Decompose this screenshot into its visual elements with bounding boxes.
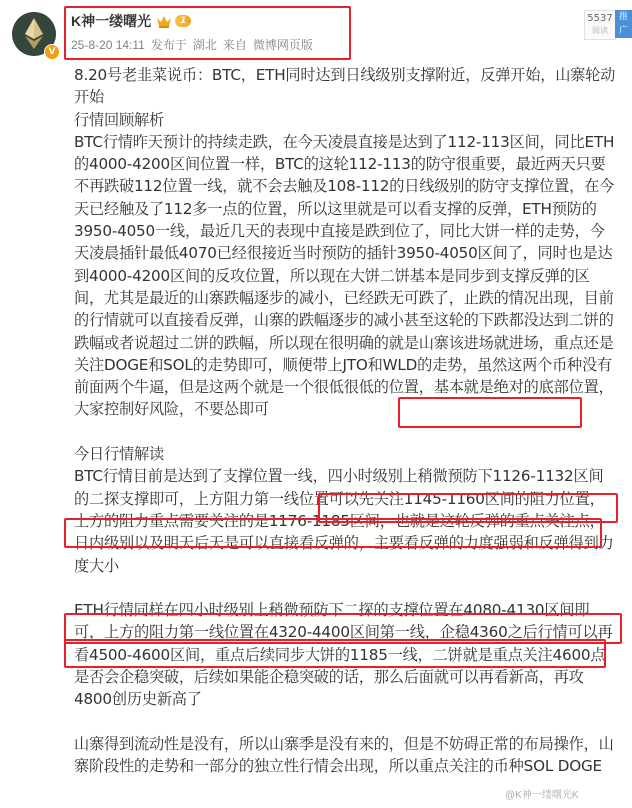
post-source-prefix: 来自	[222, 38, 247, 52]
paragraph-spacer	[74, 421, 618, 443]
crown-icon	[156, 14, 172, 28]
read-count: 5537	[587, 13, 613, 24]
post-meta	[71, 36, 319, 53]
post-paragraph: 山寨得到流动性是没有，所以山寨季是没有来的，但是不妨碍正常的布局操作，山寨阶段性的走势和一部分的独立性行情会出现，所以重点关注的币种SOL DOGE	[74, 734, 614, 776]
post-location: 湖北	[192, 38, 217, 52]
watermark: @K神一缕曙光K	[505, 790, 579, 801]
section-heading: 今日行情解读	[74, 445, 164, 464]
read-label: 阅读	[592, 26, 608, 35]
post-timestamp[interactable]: 25-8-20 14:11	[71, 38, 145, 52]
post-paragraph: BTC行情目前是达到了支撑位置一线，四小时级别上稍微预防下1126-1132区间的二探支撑即可，上方阻力第一线位置可以先关注1145-1160区间的阻力位置，上方的阻力重点需要关注的是1176-1185区间，也就是这轮反弹的重点关注点，日内级别以及明天后天是可以直接看反弹的，主要看反弹的力度强弱和反弹得到力度大小	[74, 467, 614, 575]
author-name[interactable]: K神一缕曙光	[71, 13, 152, 29]
read-count-box	[584, 10, 616, 40]
paragraph-spacer	[74, 577, 618, 599]
post-paragraph: ETH行情同样在四小时级别上稍微预防下二探的支撑位置在4080-4130区间即可，上方的阻力第一线位置在4320-4400区间第一线，企稳4360之后行情可以再看4500-4600区间，重点后续同步大饼的1185一线，二饼就是重点关注4600点是否会企稳突破，后续如果能企稳突破的话，那么后面就可以再看新高，再攻4800创历史新高了	[74, 601, 613, 709]
post-content	[74, 64, 618, 778]
verified-badge-icon: V	[44, 44, 60, 60]
paragraph-spacer	[74, 711, 618, 733]
post-source: 微博网页版	[252, 38, 313, 52]
post-action-label: 发布于	[150, 38, 187, 52]
promo-tag-button[interactable]: 推广	[615, 10, 632, 38]
section-heading: 行情回顾解析	[74, 110, 164, 129]
post-paragraph: BTC行情昨天预计的持续走跌，在今天凌晨直接是达到了112-113区间，同比ETH的4000-4200区间位置一样，BTC的这轮112-113的防守很重要，最近两天只要不再跌破112位置一线，就不会去触及108-112的日线级别的防守支撑位置，在今天已经触及了112多一点的位置，所以这里就是可以看支撑的反弹，ETH预防的3950-4050一线，最近几天的表现中直接是跌到位了，同比大饼一样的走势，今天凌晨插针最低4070已经很接近当时预防的插针3950-4050区间了，同时也是达到4000-4200区间的反攻位置，所以现在大饼二饼基本是同步到支撑反弹的区间，尤其是最近的山寨跌幅逐步的减小，已经跌无可跌了，止跌的情况出现，目前的行情就可以直接看反弹，山寨的跌幅逐步的减小甚至这轮的下跌都没达到二饼的跌幅或者说超过二饼的跌幅，所以现在很明确的就是山寨该进场就进场，重点还是关注DOGE和SOL的走势即可，顺便带上JTO和WLD的走势，虽然这两个币种没有前面两个牛逼，但是这两个就是一个很低很低的位置，基本就是绝对的底部位置，大家控制好风险，不要怂即可	[74, 132, 615, 419]
post-paragraph: 8.20号老韭菜说币：BTC，ETH同时达到日线级别支撑附近，反弹开始，山寨轮动开始	[74, 66, 616, 107]
level-badge: 1	[175, 15, 191, 27]
author-name-row	[71, 10, 191, 32]
